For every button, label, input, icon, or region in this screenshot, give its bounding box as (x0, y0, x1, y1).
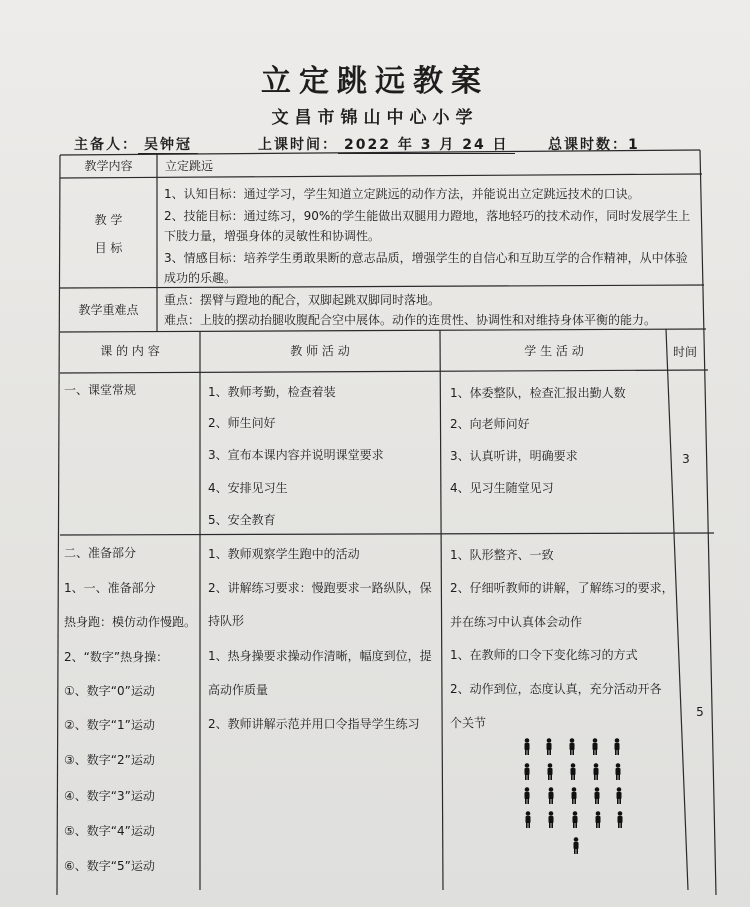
section2-content-3: 热身跑：模仿动作慢跑。 (64, 615, 197, 629)
section1-teacher-2: 2、师生问好 (208, 416, 276, 430)
student-row-2 (525, 763, 621, 780)
student-row-4 (526, 811, 623, 828)
section1-teacher-5: 5、安全教育 (208, 513, 276, 527)
section2-student-2: 2、仔细听教师的讲解，了解练习的要求， (450, 581, 674, 595)
column-header-teacher: 教 师 活 动 (290, 344, 350, 358)
objective-cognitive: 1、认知目标：通过学习，学生知道立定跳远的动作方法，并能说出立定跳远技术的口诀。 (164, 187, 640, 201)
lesson-date: 2022 年 3 月 24 日 (338, 137, 515, 154)
objectives-label-1: 教 学 (94, 213, 123, 227)
section1-student-1: 1、体委整队，检查汇报出勤人数 (450, 386, 626, 400)
section2-content-1: 二、准备部分 (64, 546, 137, 560)
section2-teacher-5: 高动作质量 (208, 683, 269, 697)
key-points-label: 教学重难点 (78, 303, 139, 317)
section1-teacher-4: 4、安排见习生 (208, 481, 288, 495)
section2-teacher-4: 1、热身操要求操动作清晰，幅度到位，提 (208, 649, 432, 663)
section1-time: 3 (682, 452, 690, 466)
student-row-1 (525, 738, 620, 755)
section2-teacher-6: 2、教师讲解示范并用口令指导学生练习 (208, 717, 420, 731)
section2-content-2: 1、一、准备部分 (64, 581, 156, 595)
section2-student-3: 并在练习中认真体会动作 (450, 615, 583, 629)
section2-content-9: ⑤、数字“4”运动 (64, 824, 155, 838)
section1-student-3: 3、认真听讲，明确要求 (450, 449, 578, 463)
section2-content-4: 2、“数字”热身操： (64, 650, 169, 664)
lesson-date-label: 上课时间： (258, 137, 338, 153)
section2-student-4: 1、在教师的口令下变化练习的方式 (450, 648, 638, 662)
section2-content-6: ②、数字“1”运动 (64, 718, 155, 732)
section2-content-10: ⑥、数字“5”运动 (64, 859, 155, 873)
section2-teacher-3: 持队形 (208, 614, 245, 628)
section1-name: 一、课堂常规 (64, 383, 137, 397)
column-header-content: 课 的 内 容 (100, 344, 160, 358)
difficult-point: 难点：上肢的摆动抬腿收腹配合空中展体。动作的连贯性、协调性和对维持身体平衡的能力。 (164, 313, 657, 327)
objective-skill-line1: 2、技能目标：通过练习，90%的学生能做出双腿用力蹬地，落地轻巧的技术动作，同时发展学生上 (164, 209, 691, 223)
section2-time: 5 (696, 705, 704, 719)
student-row-3 (525, 787, 622, 804)
total-lessons-label: 总课时数： (548, 137, 628, 153)
section2-student-1: 1、队形整齐、一致 (450, 548, 554, 562)
section1-teacher-1: 1、教师考勤，检查着装 (208, 385, 336, 399)
objectives-label-2: 目 标 (94, 241, 123, 255)
section2-content-8: ④、数字“3”运动 (64, 789, 155, 803)
section1-student-2: 2、向老师问好 (450, 417, 530, 431)
section2-content-5: ①、数字“0”运动 (64, 684, 155, 698)
formation-diagram (520, 738, 630, 858)
objective-skill-line2: 下肢力量，增强身体的灵敏性和协调性。 (164, 229, 381, 243)
total-lessons: 1 (628, 137, 640, 153)
section1-teacher-3: 3、宣布本课内容并说明课堂要求 (208, 448, 384, 462)
objective-emotion-line2: 成功的乐趣。 (164, 271, 237, 285)
section1-student-4: 4、见习生随堂见习 (450, 481, 554, 495)
column-header-student: 学 生 活 动 (524, 344, 584, 358)
section2-student-6: 个关节 (450, 716, 487, 730)
section2-teacher-1: 1、教师观察学生跑中的活动 (208, 547, 360, 561)
column-header-time: 时间 (672, 345, 697, 359)
section2-teacher-2: 2、讲解练习要求：慢跑要求一路纵队，保 (208, 581, 432, 595)
preparer-name: 吴钟冠 (138, 137, 198, 154)
school-name: 文昌市锦山中心小学 (271, 108, 479, 128)
content-value: 立定跳远 (165, 159, 214, 173)
teacher-figure (574, 837, 579, 854)
preparer-label: 主备人： (74, 137, 138, 153)
objective-emotion-line1: 3、情感目标：培养学生勇敢果断的意志品质，增强学生的自信心和互助互学的合作精神，从中体验 (164, 251, 688, 265)
section2-student-5: 2、动作到位，态度认真，充分活动开各 (450, 682, 662, 696)
section2-content-7: ③、数字“2”运动 (64, 753, 155, 767)
content-label: 教学内容 (84, 159, 133, 173)
page-title: 立定跳远教案 (261, 64, 489, 99)
key-point: 重点：摆臂与蹬地的配合，双脚起跳双脚同时落地。 (164, 293, 441, 307)
